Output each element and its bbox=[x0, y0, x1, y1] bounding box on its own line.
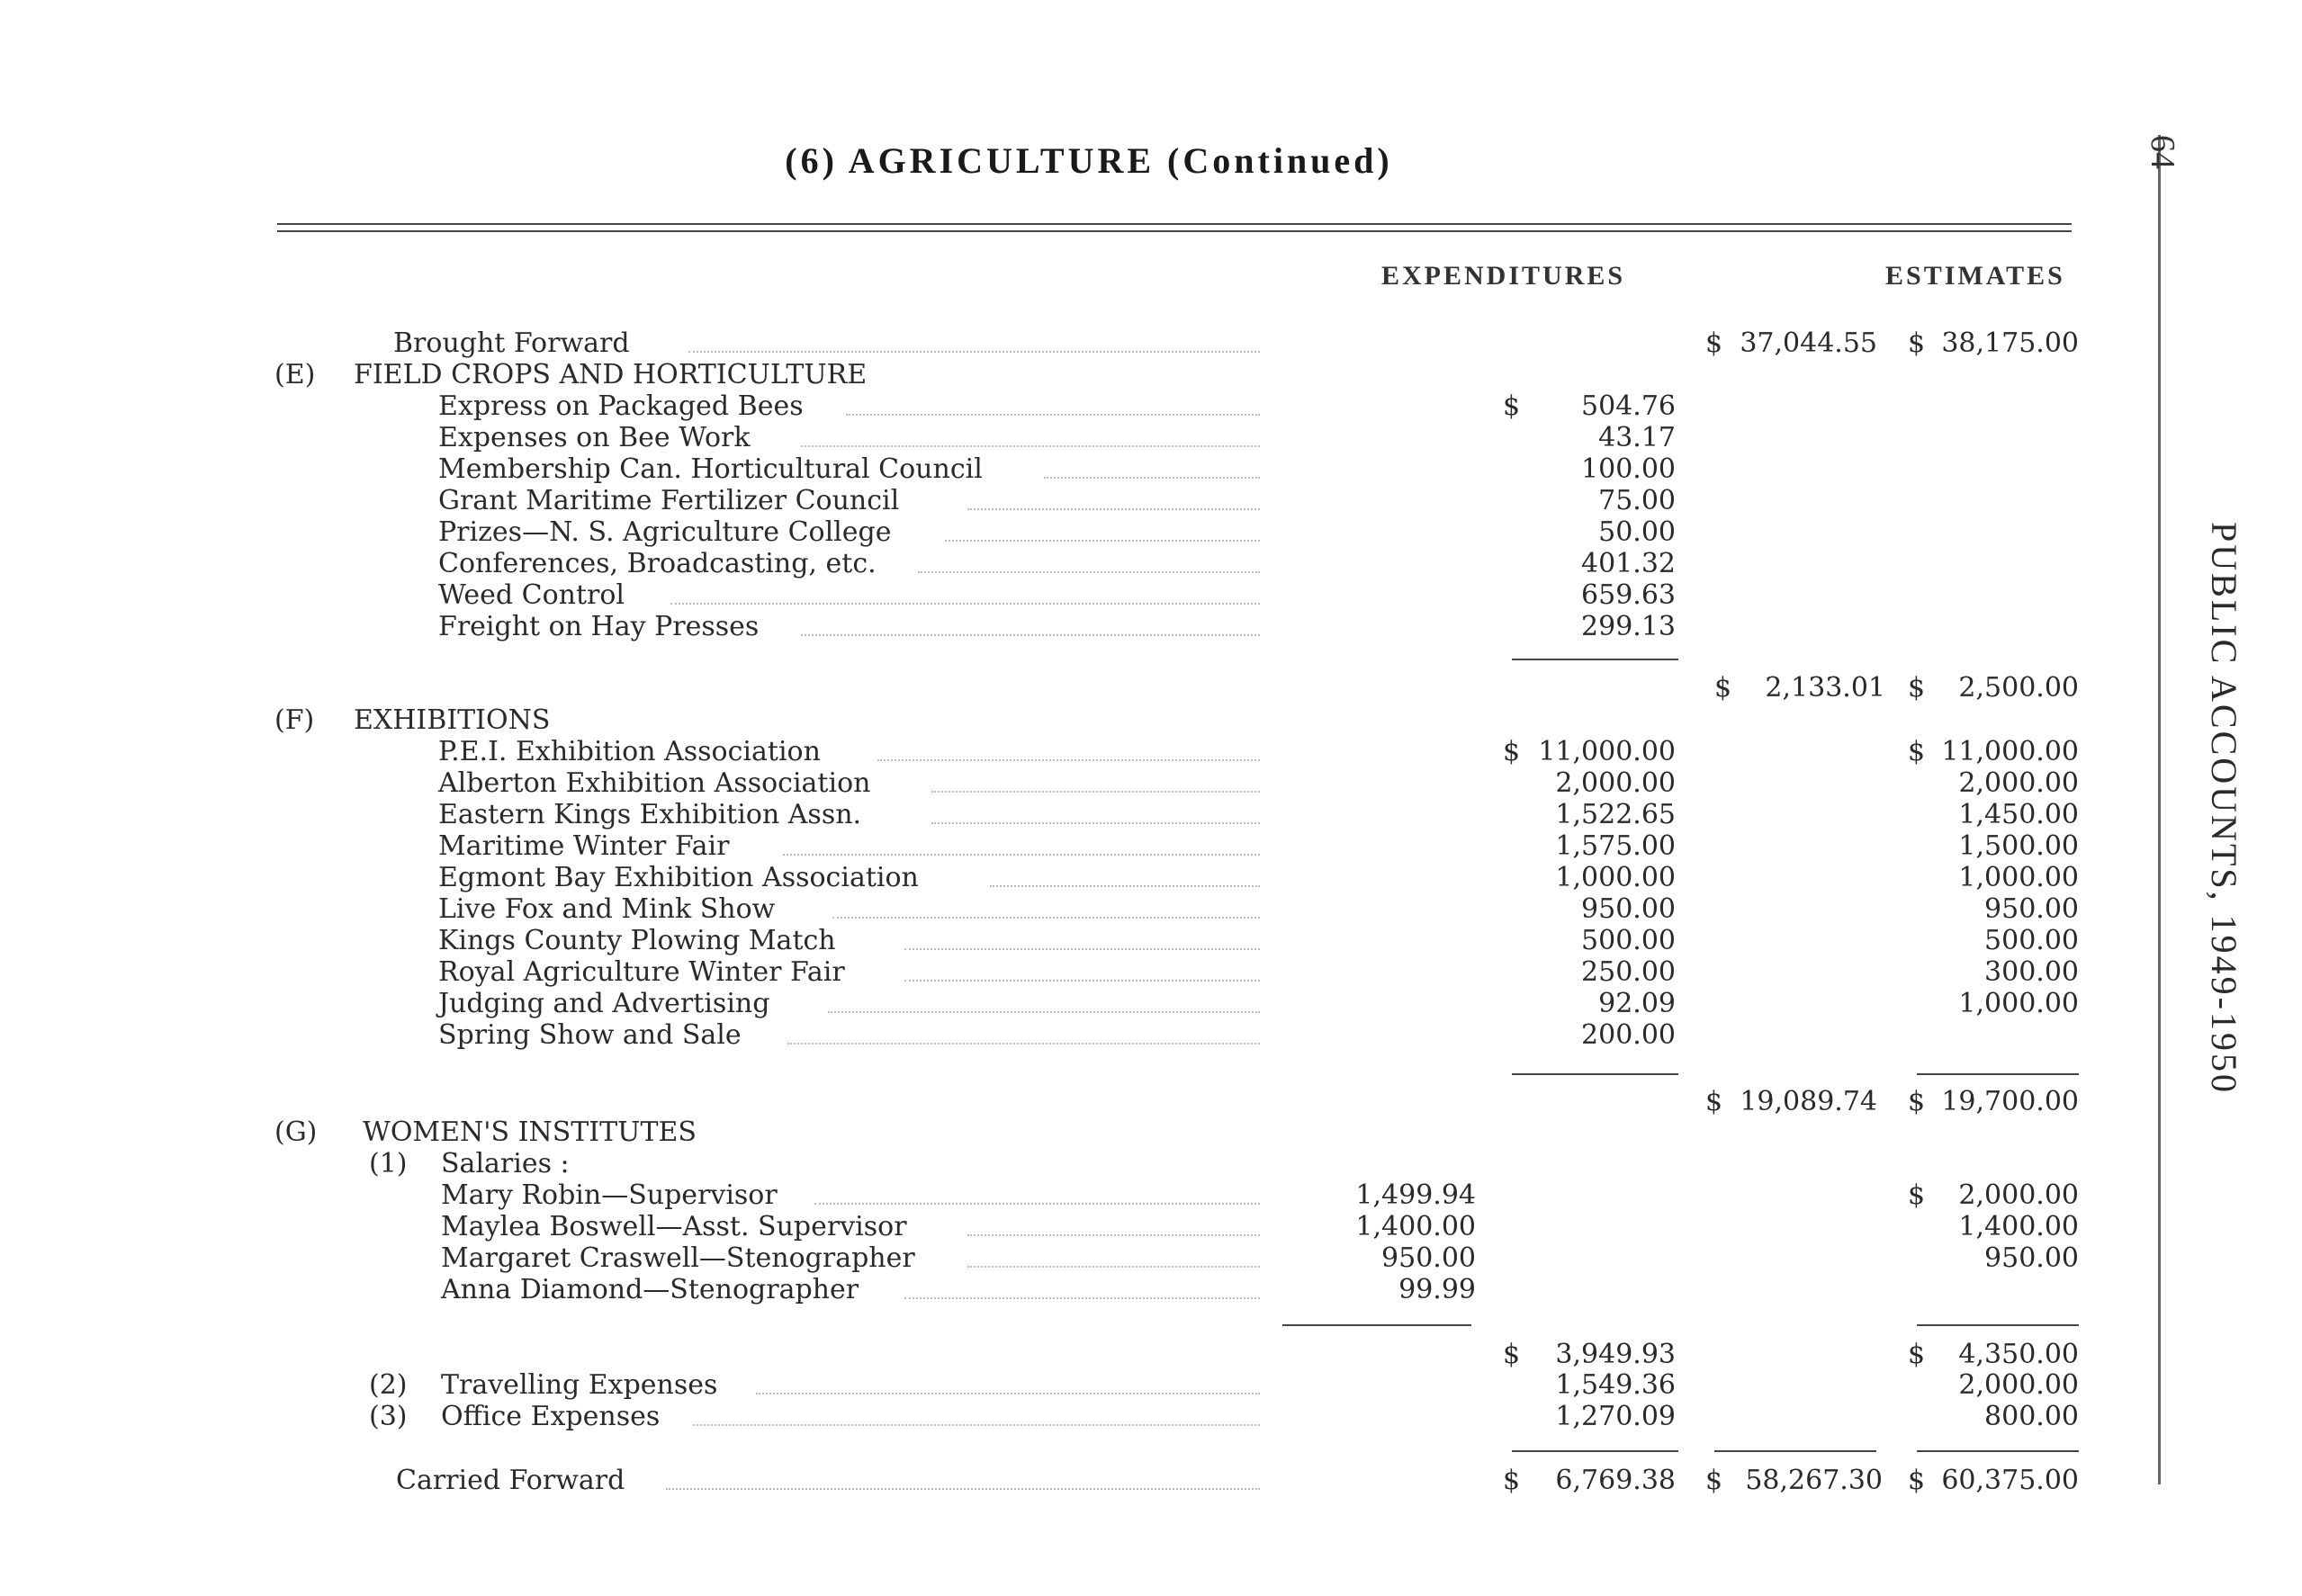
leader-dots bbox=[783, 854, 1260, 856]
section-title: WOMEN'S INSTITUTES bbox=[363, 1116, 697, 1148]
table-row bbox=[0, 390, 2160, 423]
section-code: (G) bbox=[274, 1116, 318, 1148]
item-estimate: 500.00 bbox=[1984, 925, 2079, 956]
carried-forward-row bbox=[0, 1465, 2160, 1497]
section-code: (E) bbox=[274, 359, 316, 390]
item-amount: 99.99 bbox=[1398, 1274, 1476, 1305]
table-row bbox=[0, 736, 2160, 768]
page-number: 64 bbox=[2144, 135, 2181, 169]
section-title: FIELD CROPS AND HORTICULTURE bbox=[354, 359, 868, 390]
item-amount: 1,575.00 bbox=[1555, 830, 1676, 862]
brought-forward-row bbox=[0, 327, 2160, 360]
carried-forward-estimate: 60,375.00 bbox=[1941, 1465, 2079, 1496]
dollar-sign: $ bbox=[1908, 736, 1926, 767]
salaries-total: 3,949.93 bbox=[1555, 1339, 1676, 1370]
section-title: EXHIBITIONS bbox=[354, 704, 551, 736]
item-estimate: 800.00 bbox=[1984, 1401, 2079, 1432]
item-estimate: 11,000.00 bbox=[1941, 736, 2079, 767]
item-amount: 950.00 bbox=[1381, 1242, 1476, 1274]
section-code: (F) bbox=[274, 704, 315, 736]
carried-forward-section-total: 6,769.38 bbox=[1555, 1465, 1676, 1496]
brought-forward-estimate: 38,175.00 bbox=[1941, 327, 2079, 359]
page-title: (6) AGRICULTURE (Continued) bbox=[785, 140, 1393, 181]
salaries-total-row bbox=[0, 1339, 2160, 1371]
item-label: Expenses on Bee Work bbox=[438, 422, 751, 453]
item-code: (3) bbox=[369, 1401, 408, 1432]
subtotal-rule bbox=[1917, 1324, 2079, 1326]
item-amount: 250.00 bbox=[1581, 956, 1676, 988]
dollar-sign: $ bbox=[1908, 1179, 1926, 1211]
total-rule bbox=[1512, 1450, 1678, 1452]
table-row bbox=[0, 893, 2160, 926]
subtotal-rule bbox=[1512, 1073, 1678, 1075]
item-label: Maritime Winter Fair bbox=[438, 830, 730, 862]
table-row bbox=[0, 516, 2160, 549]
item-amount: 1,270.09 bbox=[1555, 1401, 1676, 1432]
section-e-total-estimate: 2,500.00 bbox=[1958, 672, 2079, 704]
salaries-header bbox=[0, 1148, 2160, 1180]
subtotal-rule bbox=[1512, 659, 1678, 660]
leader-dots bbox=[828, 1011, 1260, 1013]
item-estimate: 300.00 bbox=[1984, 956, 2079, 988]
leader-dots bbox=[967, 1266, 1260, 1268]
leader-dots bbox=[787, 1043, 1260, 1045]
leader-dots bbox=[666, 1488, 1260, 1490]
leader-dots bbox=[904, 980, 1260, 982]
dollar-sign: $ bbox=[1714, 672, 1732, 704]
dollar-sign: $ bbox=[1908, 1086, 1926, 1117]
item-label: Egmont Bay Exhibition Association bbox=[438, 862, 919, 893]
item-amount: 75.00 bbox=[1598, 485, 1676, 516]
leader-dots bbox=[846, 414, 1260, 416]
leader-dots bbox=[801, 634, 1260, 636]
item-label: Eastern Kings Exhibition Assn. bbox=[438, 799, 862, 830]
item-label: Freight on Hay Presses bbox=[438, 611, 760, 642]
item-label: Alberton Exhibition Association bbox=[438, 767, 871, 799]
leader-dots bbox=[931, 822, 1260, 824]
leader-dots bbox=[904, 948, 1260, 950]
section-e-header bbox=[0, 359, 2160, 391]
carried-forward-expenditure: 58,267.30 bbox=[1745, 1465, 1883, 1496]
item-estimate: 950.00 bbox=[1984, 893, 2079, 925]
brought-forward-expenditure: 37,044.55 bbox=[1740, 327, 1877, 359]
item-amount: 1,522.65 bbox=[1555, 799, 1676, 830]
leader-dots bbox=[756, 1393, 1260, 1394]
item-amount: 43.17 bbox=[1598, 422, 1676, 453]
item-amount: 200.00 bbox=[1581, 1019, 1676, 1051]
section-e-total-row bbox=[0, 672, 2160, 704]
leader-dots bbox=[931, 791, 1260, 793]
subtotal-rule bbox=[1282, 1324, 1471, 1326]
item-estimate: 1,500.00 bbox=[1958, 830, 2079, 862]
table-row bbox=[0, 1274, 2160, 1306]
leader-dots bbox=[814, 1203, 1260, 1205]
subtotal-rule bbox=[1917, 1073, 2079, 1075]
item-label: Anna Diamond—Stenographer bbox=[441, 1274, 859, 1305]
item-amount: 1,549.36 bbox=[1555, 1369, 1676, 1401]
item-amount: 1,400.00 bbox=[1355, 1211, 1476, 1242]
leader-dots bbox=[918, 571, 1260, 573]
item-amount: 504.76 bbox=[1581, 390, 1676, 422]
header-rule-top bbox=[277, 223, 2072, 225]
item-label: Weed Control bbox=[438, 579, 625, 611]
leader-dots bbox=[670, 603, 1260, 605]
item-estimate: 1,450.00 bbox=[1958, 799, 2079, 830]
dollar-sign: $ bbox=[1908, 1465, 1926, 1496]
item-estimate: 2,000.00 bbox=[1958, 767, 2079, 799]
dollar-sign: $ bbox=[1705, 1086, 1723, 1117]
item-amount: 401.32 bbox=[1581, 548, 1676, 579]
table-row bbox=[0, 862, 2160, 894]
leader-dots bbox=[688, 351, 1260, 353]
item-label: Live Fox and Mink Show bbox=[438, 893, 776, 925]
section-g-header bbox=[0, 1116, 2160, 1149]
dollar-sign: $ bbox=[1705, 327, 1723, 359]
dollar-sign: $ bbox=[1908, 672, 1926, 704]
dollar-sign: $ bbox=[1503, 1339, 1521, 1370]
item-label: Kings County Plowing Match bbox=[438, 925, 836, 956]
item-estimate: 2,000.00 bbox=[1958, 1369, 2079, 1401]
header-rule-bottom bbox=[277, 230, 2072, 232]
item-amount: 100.00 bbox=[1581, 453, 1676, 485]
leader-dots bbox=[904, 1297, 1260, 1299]
item-estimate: 950.00 bbox=[1984, 1242, 2079, 1274]
item-amount: 659.63 bbox=[1581, 579, 1676, 611]
leader-dots bbox=[967, 1234, 1260, 1236]
leader-dots bbox=[1044, 477, 1260, 479]
brought-forward-label: Brought Forward bbox=[393, 327, 630, 359]
table-row bbox=[0, 548, 2160, 580]
item-label: Margaret Craswell—Stenographer bbox=[441, 1242, 915, 1274]
item-label: Grant Maritime Fertilizer Council bbox=[438, 485, 900, 516]
table-row bbox=[0, 1211, 2160, 1243]
leader-dots bbox=[945, 540, 1260, 542]
item-label: Conferences, Broadcasting, etc. bbox=[438, 548, 877, 579]
table-row bbox=[0, 799, 2160, 831]
dollar-sign: $ bbox=[1705, 1465, 1723, 1496]
item-label: Prizes—N. S. Agriculture College bbox=[438, 516, 892, 548]
item-code: (2) bbox=[369, 1369, 408, 1401]
item-amount: 92.09 bbox=[1598, 988, 1676, 1019]
subsection-code: (1) bbox=[369, 1148, 408, 1179]
table-row bbox=[0, 956, 2160, 989]
item-label: Office Expenses bbox=[441, 1401, 661, 1432]
item-label: Travelling Expenses bbox=[441, 1369, 718, 1401]
subsection-label: Salaries : bbox=[441, 1148, 570, 1179]
dollar-sign: $ bbox=[1503, 1465, 1521, 1496]
item-amount: 2,000.00 bbox=[1555, 767, 1676, 799]
table-row bbox=[0, 611, 2160, 643]
section-e-total-expenditure: 2,133.01 bbox=[1765, 672, 1885, 704]
item-label: Judging and Advertising bbox=[438, 988, 770, 1019]
column-header-estimates: ESTIMATES bbox=[1885, 261, 2065, 291]
item-estimate: 1,400.00 bbox=[1958, 1211, 2079, 1242]
table-row bbox=[0, 767, 2160, 800]
table-row bbox=[0, 453, 2160, 486]
leader-dots bbox=[693, 1424, 1260, 1426]
item-label: Maylea Boswell—Asst. Supervisor bbox=[441, 1211, 907, 1242]
item-amount: 1,000.00 bbox=[1555, 862, 1676, 893]
item-amount: 950.00 bbox=[1581, 893, 1676, 925]
carried-forward-label: Carried Forward bbox=[396, 1465, 625, 1496]
table-row bbox=[0, 1179, 2160, 1212]
table-row bbox=[0, 1242, 2160, 1275]
item-estimate: 1,000.00 bbox=[1958, 862, 2079, 893]
item-estimate: 2,000.00 bbox=[1958, 1179, 2079, 1211]
dollar-sign: $ bbox=[1908, 327, 1926, 359]
dollar-sign: $ bbox=[1908, 1339, 1926, 1370]
table-row bbox=[0, 1369, 2160, 1402]
item-amount: 500.00 bbox=[1581, 925, 1676, 956]
item-amount: 50.00 bbox=[1598, 516, 1676, 548]
section-f-header bbox=[0, 704, 2160, 737]
table-row bbox=[0, 579, 2160, 612]
table-row bbox=[0, 485, 2160, 517]
table-row bbox=[0, 925, 2160, 957]
table-row bbox=[0, 1019, 2160, 1052]
table-row bbox=[0, 1401, 2160, 1433]
item-label: Membership Can. Horticultural Council bbox=[438, 453, 983, 485]
dollar-sign: $ bbox=[1503, 736, 1521, 767]
leader-dots bbox=[877, 759, 1260, 761]
section-f-total-estimate: 19,700.00 bbox=[1941, 1086, 2079, 1117]
dollar-sign: $ bbox=[1503, 390, 1521, 422]
salaries-total-estimate: 4,350.00 bbox=[1958, 1339, 2079, 1370]
leader-dots bbox=[990, 885, 1260, 887]
table-row bbox=[0, 422, 2160, 454]
side-title: PUBLIC ACCOUNTS, 1949-1950 bbox=[2204, 522, 2244, 1095]
total-rule bbox=[1714, 1450, 1876, 1452]
section-f-total-expenditure: 19,089.74 bbox=[1740, 1086, 1877, 1117]
item-label: Royal Agriculture Winter Fair bbox=[438, 956, 845, 988]
item-label: P.E.I. Exhibition Association bbox=[438, 736, 821, 767]
item-amount: 299.13 bbox=[1581, 611, 1676, 642]
leader-dots bbox=[832, 917, 1260, 919]
item-amount: 11,000.00 bbox=[1538, 736, 1676, 767]
item-estimate: 1,000.00 bbox=[1958, 988, 2079, 1019]
section-f-total-row bbox=[0, 1086, 2160, 1118]
item-amount: 1,499.94 bbox=[1355, 1179, 1476, 1211]
table-row bbox=[0, 988, 2160, 1020]
leader-dots bbox=[801, 445, 1260, 447]
total-rule bbox=[1917, 1450, 2079, 1452]
table-row bbox=[0, 830, 2160, 863]
column-header-expenditures: EXPENDITURES bbox=[1381, 261, 1626, 291]
leader-dots bbox=[967, 508, 1260, 510]
item-label: Mary Robin—Supervisor bbox=[441, 1179, 778, 1211]
item-label: Spring Show and Sale bbox=[438, 1019, 742, 1051]
item-label: Express on Packaged Bees bbox=[438, 390, 804, 422]
